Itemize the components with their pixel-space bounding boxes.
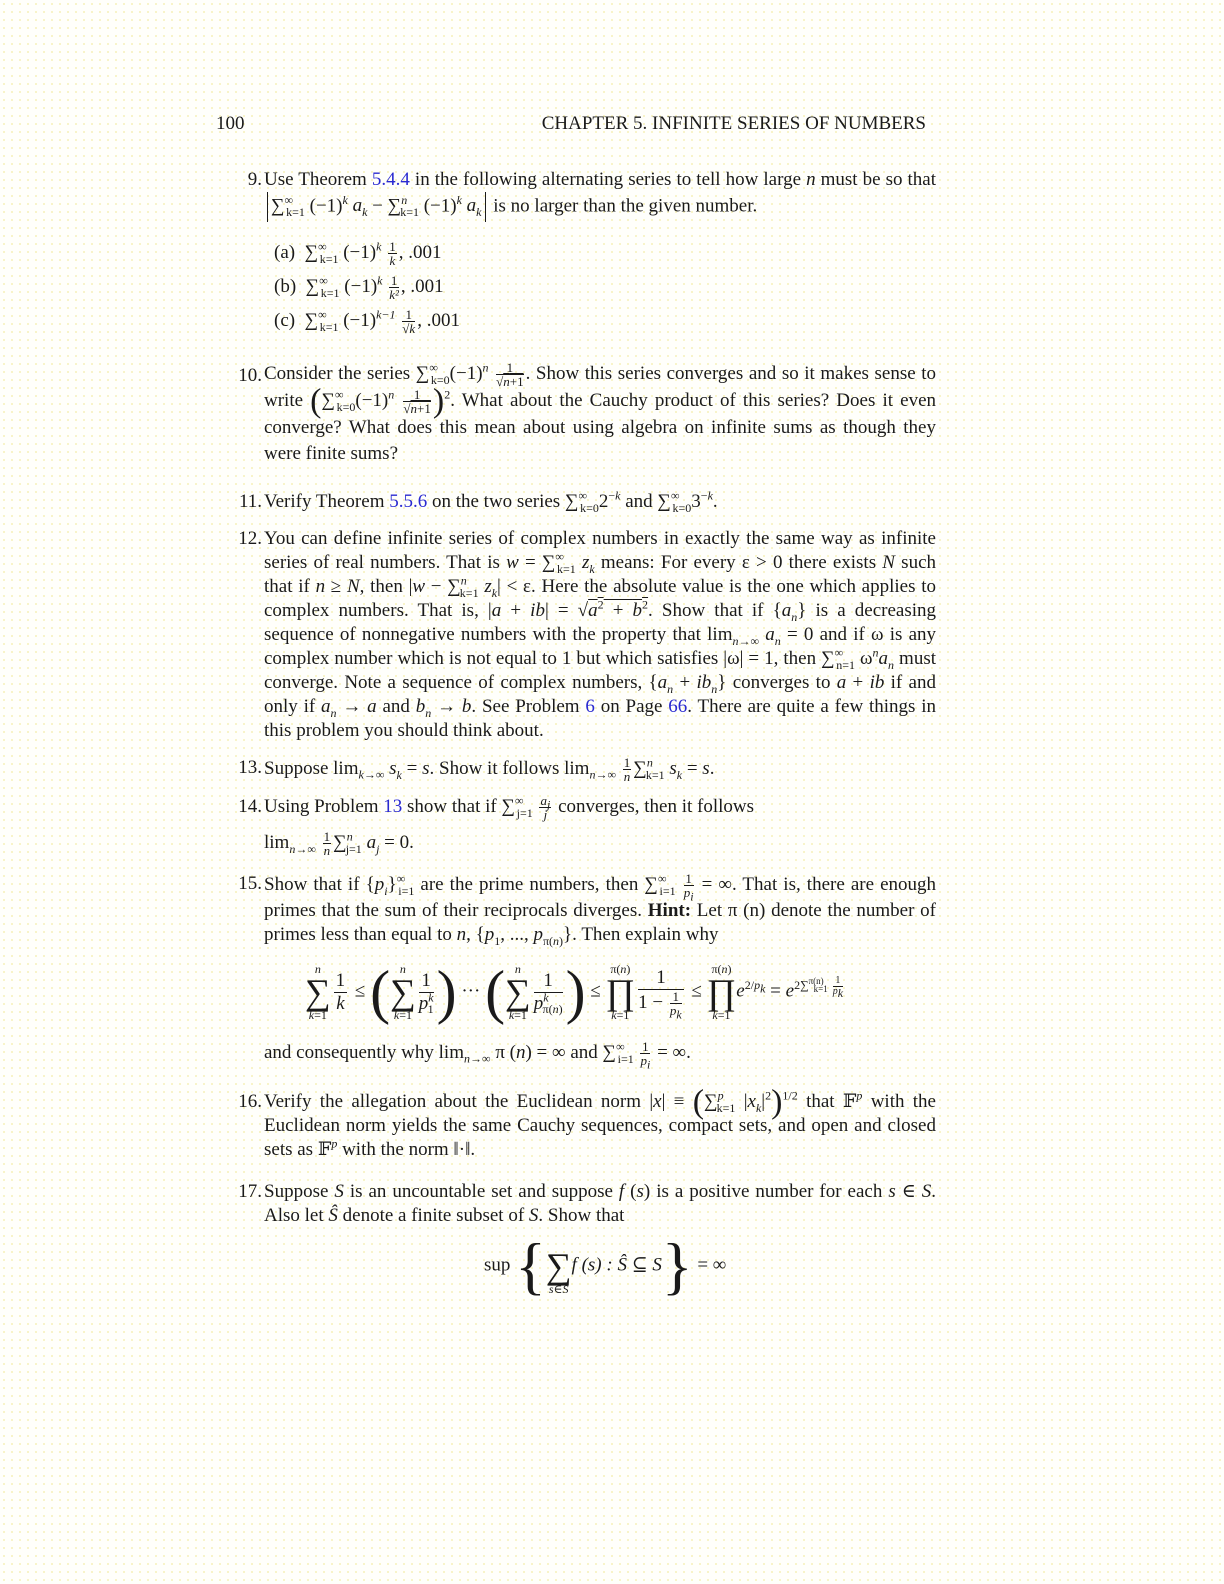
text: show that if <box>402 796 502 817</box>
text: and <box>565 1041 603 1063</box>
hint-label: Hint: <box>647 900 692 921</box>
problem-body: Consider the series $\sum^\infty_{k=0}(-1)^n$ $\frac{1}{√n+1}$ . Show this series converges and so it makes sense to write ($\sum^\infty_{k=0}(-1)^n$ $\frac{1}{√n+1}$ )$^2$. What about the Cauchy product of this series? Does it even converge? What does this mean about using algebra on infinite sums as though they were finite sums? <box>264 360 937 465</box>
text: . Here the absolute value is the one which applies to complex numbers. That is, <box>264 576 937 621</box>
sub-problem-b: (b) $\sum^\infty_{k=1}$ $(-1)^k$ $\frac{1}{\text{k²}}$ , .001 <box>274 273 444 303</box>
text: in the following alternating series to tell how large <box>409 169 807 190</box>
display-equation-sup: sup { ∑ s∈Ŝ f (s) : Ŝ ⊆ S} = ∞ <box>484 1230 727 1301</box>
problem-10 <box>228 361 936 467</box>
problem-number: 15. <box>238 873 262 894</box>
problem-body: Suppose $\lim_{k\to\infty} s_k = s$. Show it follows $\lim_{n\to\infty}$ $\frac{1}{n}$ ∑$^n_{k=1}$ $s_k = s$. <box>264 755 715 784</box>
problem-15 <box>228 872 936 947</box>
text: with the Euclidean norm yields the same Cauchy sequences, compact sets, and open and closed sets as 𝔽 <box>264 1091 936 1160</box>
problem-number: 10. <box>238 365 262 386</box>
text: , then <box>359 576 409 597</box>
page-link[interactable]: 66 <box>668 696 688 717</box>
text: is an uncountable set and suppose <box>343 1181 619 1202</box>
text: means: For every ε > 0 there exists <box>594 552 883 573</box>
text: must converge. Note a sequence of complex numbers, <box>264 648 936 693</box>
problem-body: Verify the allegation about the Euclidean norm |x| ≡ (∑$^p_{k=1}$ $|x_k|^2)^{1/2}$ that 𝔽$^p$ with the Euclidean norm yields the same Cauchy sequences, compact sets, and open and closed sets as 𝔽$^p$ with the norm ‖·‖. <box>264 1083 936 1160</box>
problem-number: 14. <box>238 796 262 817</box>
text: Show that if <box>264 873 366 895</box>
text: . Also let <box>264 1181 936 1226</box>
page-number: 100 <box>216 113 245 134</box>
text: You can define infinite series of complex numbers in exactly the same way as infinite series of real numbers. That is <box>264 528 936 573</box>
text: are the prime numbers, then <box>414 873 645 895</box>
problem-12 <box>228 527 936 743</box>
text: that 𝔽 <box>797 1091 857 1112</box>
problem-link[interactable]: 6 <box>585 696 595 717</box>
text: Using Problem <box>264 796 384 817</box>
text: . Show it follows <box>429 757 565 779</box>
sub-problem-a: (a) $\sum^\infty_{k=1}$ $(-1)^k$ $\frac{1}{k}$ , .001 <box>274 239 442 269</box>
problem-link[interactable]: 13 <box>383 796 403 817</box>
problem-9 <box>228 168 936 338</box>
text: . There are quite a few things in this problem you should think about. <box>264 696 937 741</box>
problem-number: 12. <box>238 528 262 549</box>
text: Let π (n) denote the number of primes less than equal to <box>264 900 937 945</box>
text: . <box>712 491 718 512</box>
text: . <box>709 757 715 779</box>
problem-body: Show that if $\{p_i\}^\infty_{i=1}$ are the prime numbers, then $\sum^\infty_{i=1}$ $\frac{1}{p_i}$ = ∞. That is, there are enough primes that the sum of their reciprocals diverges. Hint: Let π (n) denote the number of primes less than equal to n, {$p_1$, ..., $p_{\pi(n)}$}. Then explain why <box>264 871 937 948</box>
problem-16 <box>228 1083 936 1162</box>
problem-body: Verify Theorem 5.5.6 on the two series $\sum^\infty_{k=0}2^{-k}$ and $\sum^\infty_{k=0}3^{-k}$. <box>264 488 718 515</box>
problem-number: 13. <box>238 757 262 778</box>
problem-body: You can define infinite series of complex numbers in exactly the same way as infinite series of real numbers. That is $w = \sum^\infty_{k=1}$ $z_k$ means: For every ε > 0 there exists N such that if n ≥ N, then |w − ∑$^n_{k=1}$ $z_k| < \varepsilon$. Here the absolute value is the one which applies to complex numbers. That is, $|a + ib| = √a^2 + b^2$. Show that if $\{a_n\}$ is a decreasing sequence of nonnegative numbers with the property that $\lim_{n\to\infty} a_n = 0$ and if ω is any complex number which is not equal to 1 but which satisfies |ω| = 1, then $\sum^\infty_{n=1}$ $\omega^na_n$ must converge. Note a sequence of complex numbers, $\{a_n + ib_n\}$ converges to a + ib if and only if $a_n \to a$ and $b_n \to b$. See Problem 6 on Page 66. There are quite a few things in this problem you should think about. <box>264 528 937 741</box>
display-equation-primes: n ∑ k=1 $\frac{1}{k}$ ≤ ( n ∑ k=1 $\frac{1}{p^k_1}$ ) ··· ( n ∑ k=1 1 $p^k_{\pi(n)}$ ) ≤ π(n) ∏ k=1 1 1 − $\frac{1}{p_k}$ ≤ π(n) ∏ k=1 $e^{2/p_k} = e^{2\sum^{\pi(n)}_{k=1} \frac{1}{p_k}}$ <box>305 959 844 1025</box>
text: and if ω is any complex number which is not equal to 1 but which satisfies |ω| = 1, then <box>264 624 937 669</box>
text: such that if <box>264 552 937 597</box>
text: . Show this series converges and so it makes sense to write <box>264 363 936 412</box>
text: and <box>620 491 658 512</box>
problem-15-conclusion <box>228 1039 936 1072</box>
text: Consider the series <box>264 363 416 384</box>
problem-17 <box>228 1180 936 1228</box>
abs-bar <box>485 192 486 222</box>
text: and <box>376 696 416 717</box>
text: Verify the allegation about the Euclidean norm <box>264 1091 650 1112</box>
text: must be so that <box>815 169 936 190</box>
text: . Show that if <box>648 600 773 621</box>
text: is a decreasing sequence of nonnegative numbers with the property that <box>264 600 937 645</box>
text: if and only if <box>264 672 936 717</box>
text: . <box>686 1041 691 1063</box>
problem-number: 17. <box>238 1181 262 1202</box>
text: is no larger than the given number. <box>488 195 758 217</box>
problem-body: Using Problem 13 show that if $\sum^\infty_{j=1}$ $\frac{a_j}{j}$ converges, then it follows $\lim_{n\to\infty}$ $\frac{1}{n}$ ∑$^n_{j=1}$ $a_j = 0$. <box>264 793 755 859</box>
text: with the norm ‖·‖. <box>337 1139 476 1160</box>
text: . That is, there are enough primes that the sum of their reciprocals diverges. <box>264 873 937 921</box>
problem-body: Use Theorem 5.4.4 in the following alternating series to tell how large n must be so that $\sum^\infty_{k=1}$ $(-1)^k$ $a_k - \sum^n_{k=1}$ $(-1)^k$ $a_k$ is no larger than the given number. (a) $\sum^\infty_{k=1}$ $(-1)^k$ $\frac{1}{k}$ , .001 (b) $\sum^\infty_{k=1}$ $(-1)^k$ $\frac{1}{\text{k²}}$ , .001 (c) $\sum^\infty_{k=1}$ $(-1)^{k-1}$ $\frac{1}{√k}$ , .001 <box>264 169 936 337</box>
text: . What about the Cauchy product of this series? Does it even converge? What does this mean about using algebra on infinite sums as though they were finite sums? <box>264 390 937 465</box>
text: Verify Theorem <box>264 491 390 512</box>
text: denote a finite subset of <box>337 1205 529 1226</box>
theorem-link[interactable]: 5.5.6 <box>389 491 428 512</box>
problem-11 <box>228 490 936 514</box>
problem-body: and consequently why $\lim_{n\to\infty} \pi$ (n) = ∞ and $\sum^\infty_{i=1}$ $\frac{1}{p_i}$ = ∞. <box>264 1039 691 1072</box>
problem-number: 16. <box>238 1091 262 1112</box>
equation-rhs: = ∞ <box>697 1254 727 1276</box>
sub-problem-c: (c) $\sum^\infty_{k=1}$ $(-1)^{k-1}$ $\frac{1}{√k}$ , .001 <box>274 307 460 337</box>
sub-problems <box>274 236 936 338</box>
text: converges, then it follows <box>553 796 755 817</box>
problem-number: 9. <box>247 169 262 190</box>
text: . <box>409 832 414 853</box>
abs-bar <box>267 192 268 222</box>
text: on Page <box>594 696 669 717</box>
problem-body: Suppose S is an uncountable set and suppose f (s) is a positive number for each s ∈ S. Also let Ŝ denote a finite subset of S. Show that <box>264 1181 936 1226</box>
problem-14 <box>228 795 936 861</box>
sup-label: sup <box>484 1254 511 1276</box>
text: Suppose <box>264 1181 335 1202</box>
set-expression: f (s) : Ŝ ⊆ S <box>571 1254 662 1276</box>
text: Suppose <box>264 757 334 779</box>
text: on the two series <box>427 491 565 512</box>
chapter-title: CHAPTER 5. INFINITE SERIES OF NUMBERS <box>541 113 926 134</box>
text: . Show that <box>538 1205 625 1226</box>
text: and consequently why <box>264 1041 439 1063</box>
problem-13 <box>228 756 936 783</box>
text: . Then explain why <box>572 924 719 945</box>
theorem-link[interactable]: 5.4.4 <box>371 169 410 190</box>
text: is a positive number for each <box>650 1181 889 1202</box>
text: Use Theorem <box>264 169 372 190</box>
text: . See Problem <box>471 696 586 717</box>
problem-number: 11. <box>238 491 262 512</box>
text: converges to <box>726 672 837 693</box>
